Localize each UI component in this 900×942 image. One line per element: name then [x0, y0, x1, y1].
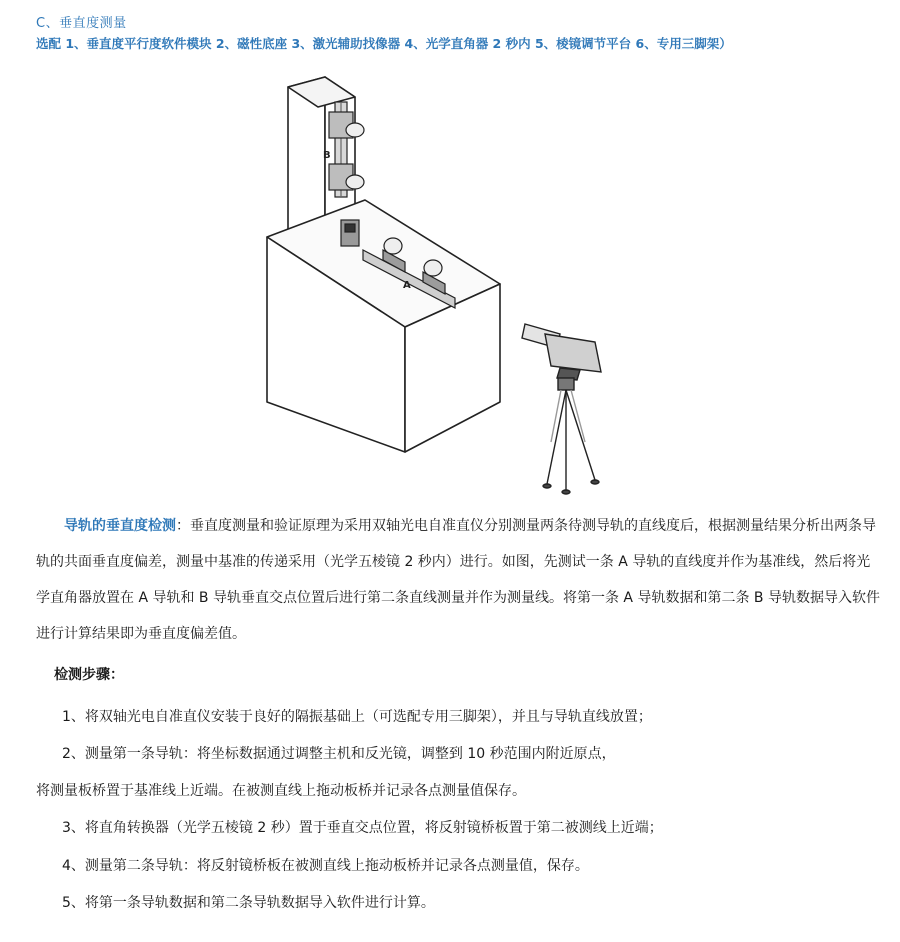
step-4: 4、测量第二条导轨：将反射镜桥板在被测直线上拖动板桥并记录各点测量值，保存。: [62, 858, 589, 874]
options-line: 选配 1、垂直度平行度软件模块 2、磁性底座 3、激光辅助找像器 4、光学直角器 2 秒内 5、棱镜调节平台 6、专用三脚架）: [36, 36, 732, 51]
measurement-setup-illustration: [255, 72, 635, 502]
step-5: 5、将第一条导轨数据和第二条导轨数据导入软件进行计算。: [62, 895, 435, 911]
step-2: 2、测量第一条导轨：将坐标数据通过调整主机和反光镜，调整到 10 秒范围内附近原点，: [62, 746, 616, 762]
step-1: 1、将双轴光电自准直仪安装于良好的隔振基础上（可选配专用三脚架），并且与导轨直线放置；: [62, 709, 652, 725]
instrument-body: [545, 334, 601, 372]
paragraph-text: ：垂直度测量和验证原理为采用双轴光电自准直仪分别测量两条待测导轨的直线度后，根据测量结果分析出两条导轨的共面垂直度偏差，测量中基准的传递采用（光学五棱镜 2 秒内）进行。如图，先测试一条 A 导轨的直线度并作为基准线，然后将光学直角器放置在 A 导轨和 B 导轨垂直交点位置后进行第二条直线测量并作为测量线。将第一条 A 导轨数据和第二条 B 导轨数据导入软件进行计算结果即为垂直度偏差值。: [36, 518, 880, 642]
optical-square: [341, 220, 359, 246]
step-3: 3、将直角转换器（光学五棱镜 2 秒）置于垂直交点位置，将反射镜桥板置于第二被测线上近端；: [62, 820, 663, 836]
label-a: A: [403, 280, 411, 291]
steps-title: 检测步骤：: [54, 667, 124, 683]
label-b: B: [323, 150, 331, 161]
step-2-continued: 将测量板桥置于基准线上近端。在被测直线上拖动板桥并记录各点测量值保存。: [36, 783, 526, 799]
description-paragraph: [36, 508, 882, 652]
autocollimator-tripod: [522, 324, 601, 494]
paragraph-lead: 导轨的垂直度检测: [64, 518, 176, 534]
section-title: C、垂直度测量: [36, 16, 127, 31]
